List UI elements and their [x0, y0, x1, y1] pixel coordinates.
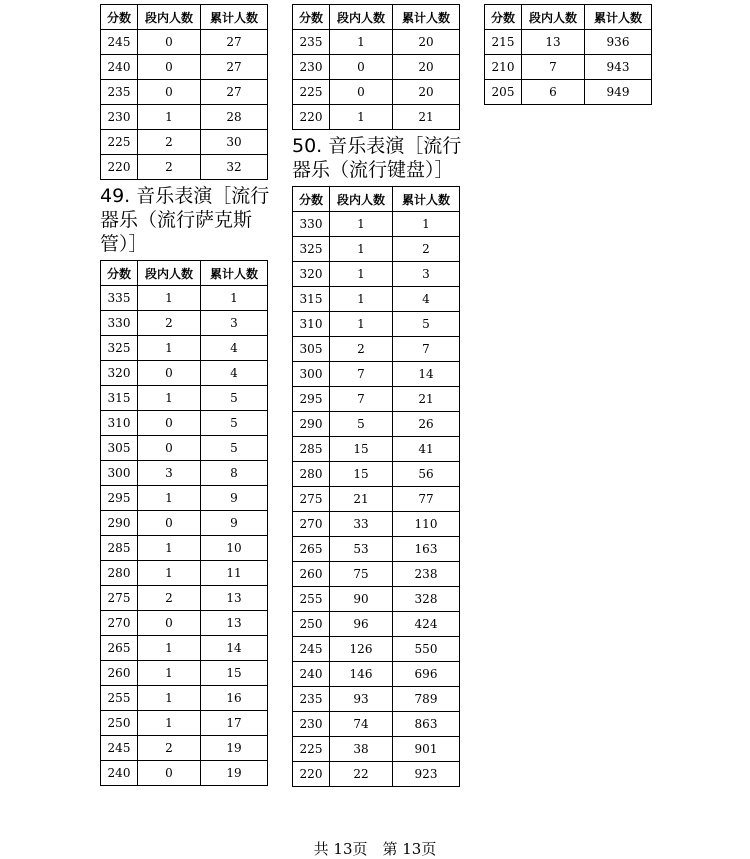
segment-count-cell: 13: [522, 30, 585, 55]
table-header-row: [485, 5, 652, 30]
cumulative-count-cell: 5: [201, 411, 268, 436]
score-cell: 270: [293, 512, 330, 537]
segment-count-cell: 1: [330, 105, 393, 130]
cumulative-count-cell: 110: [393, 512, 460, 537]
table-row: [101, 661, 268, 686]
score-table: [484, 4, 652, 105]
column-header: 累计人数: [201, 261, 268, 286]
score-cell: 225: [101, 130, 138, 155]
cumulative-count-cell: 943: [585, 55, 652, 80]
score-table: [292, 186, 460, 787]
table-row: [293, 462, 460, 487]
cumulative-count-cell: 16: [201, 686, 268, 711]
segment-count-cell: 0: [138, 361, 201, 386]
segment-count-cell: 0: [138, 611, 201, 636]
segment-count-cell: 2: [330, 337, 393, 362]
segment-count-cell: 1: [330, 312, 393, 337]
table-row: [293, 387, 460, 412]
table-row: [101, 536, 268, 561]
score-cell: 325: [101, 336, 138, 361]
table-header-row: [101, 5, 268, 30]
table-row: [101, 586, 268, 611]
segment-count-cell: 0: [138, 411, 201, 436]
score-cell: 210: [485, 55, 522, 80]
table-row: [293, 212, 460, 237]
cumulative-count-cell: 4: [393, 287, 460, 312]
table-row: [101, 311, 268, 336]
segment-count-cell: 1: [138, 661, 201, 686]
score-cell: 240: [293, 662, 330, 687]
score-cell: 235: [101, 80, 138, 105]
table-row: [101, 736, 268, 761]
score-cell: 320: [101, 361, 138, 386]
table-row: [101, 511, 268, 536]
table-row: [293, 737, 460, 762]
segment-count-cell: 53: [330, 537, 393, 562]
cumulative-count-cell: 14: [393, 362, 460, 387]
score-cell: 285: [293, 437, 330, 462]
segment-count-cell: 1: [138, 286, 201, 311]
cumulative-count-cell: 28: [201, 105, 268, 130]
score-table: [292, 4, 460, 130]
table-row: [101, 336, 268, 361]
cumulative-count-cell: 20: [393, 80, 460, 105]
score-cell: 280: [101, 561, 138, 586]
table-row: [485, 55, 652, 80]
segment-count-cell: 1: [138, 561, 201, 586]
segment-count-cell: 1: [138, 336, 201, 361]
column-header: 段内人数: [138, 261, 201, 286]
score-cell: 245: [293, 637, 330, 662]
cumulative-count-cell: 949: [585, 80, 652, 105]
cumulative-count-cell: 41: [393, 437, 460, 462]
table-row: [101, 30, 268, 55]
table-row: [293, 537, 460, 562]
table-row: [101, 461, 268, 486]
score-cell: 245: [101, 30, 138, 55]
cumulative-count-cell: 3: [393, 262, 460, 287]
table-row: [293, 30, 460, 55]
segment-count-cell: 96: [330, 612, 393, 637]
table-row: [293, 612, 460, 637]
segment-count-cell: 90: [330, 587, 393, 612]
table-row: [101, 486, 268, 511]
score-cell: 325: [293, 237, 330, 262]
cumulative-count-cell: 56: [393, 462, 460, 487]
column-header: 累计人数: [201, 5, 268, 30]
table-row: [293, 487, 460, 512]
segment-count-cell: 1: [330, 287, 393, 312]
score-cell: 285: [101, 536, 138, 561]
segment-count-cell: 75: [330, 562, 393, 587]
segment-count-cell: 33: [330, 512, 393, 537]
segment-count-cell: 0: [138, 436, 201, 461]
score-cell: 265: [293, 537, 330, 562]
cumulative-count-cell: 27: [201, 55, 268, 80]
table-row: [293, 237, 460, 262]
segment-count-cell: 1: [138, 105, 201, 130]
cumulative-count-cell: 238: [393, 562, 460, 587]
column-header: 分数: [485, 5, 522, 30]
segment-count-cell: 38: [330, 737, 393, 762]
table-row: [101, 611, 268, 636]
table-row: [101, 80, 268, 105]
table-row: [485, 80, 652, 105]
score-cell: 225: [293, 80, 330, 105]
column-header: 段内人数: [330, 187, 393, 212]
cumulative-count-cell: 4: [201, 361, 268, 386]
score-cell: 230: [293, 712, 330, 737]
cumulative-count-cell: 163: [393, 537, 460, 562]
segment-count-cell: 5: [330, 412, 393, 437]
score-cell: 220: [293, 105, 330, 130]
table-row: [101, 411, 268, 436]
table-row: [293, 287, 460, 312]
segment-count-cell: 1: [138, 636, 201, 661]
segment-count-cell: 0: [138, 30, 201, 55]
segment-count-cell: 2: [138, 130, 201, 155]
score-cell: 320: [293, 262, 330, 287]
score-cell: 270: [101, 611, 138, 636]
score-cell: 300: [293, 362, 330, 387]
segment-count-cell: 21: [330, 487, 393, 512]
segment-count-cell: 22: [330, 762, 393, 787]
score-cell: 230: [101, 105, 138, 130]
segment-count-cell: 7: [330, 362, 393, 387]
column-header: 段内人数: [522, 5, 585, 30]
segment-count-cell: 1: [138, 486, 201, 511]
table-row: [293, 437, 460, 462]
column-header: 分数: [101, 261, 138, 286]
table-header-row: [101, 261, 268, 286]
score-table: [100, 4, 268, 180]
cumulative-count-cell: 923: [393, 762, 460, 787]
score-cell: 215: [485, 30, 522, 55]
score-cell: 240: [101, 761, 138, 786]
score-cell: 290: [101, 511, 138, 536]
section-title: 50. 音乐表演［流行器乐（流行键盘）］: [292, 135, 462, 181]
segment-count-cell: 0: [138, 761, 201, 786]
cumulative-count-cell: 13: [201, 586, 268, 611]
segment-count-cell: 7: [522, 55, 585, 80]
cumulative-count-cell: 21: [393, 387, 460, 412]
score-cell: 300: [101, 461, 138, 486]
segment-count-cell: 0: [330, 80, 393, 105]
cumulative-count-cell: 19: [201, 761, 268, 786]
column-1: [100, 4, 268, 786]
cumulative-count-cell: 424: [393, 612, 460, 637]
segment-count-cell: 0: [138, 55, 201, 80]
table-row: [293, 105, 460, 130]
cumulative-count-cell: 13: [201, 611, 268, 636]
column-2: [292, 4, 460, 787]
segment-count-cell: 126: [330, 637, 393, 662]
score-cell: 235: [293, 687, 330, 712]
score-cell: 260: [101, 661, 138, 686]
table-row: [101, 436, 268, 461]
score-cell: 310: [293, 312, 330, 337]
column-header: 分数: [293, 5, 330, 30]
cumulative-count-cell: 77: [393, 487, 460, 512]
score-cell: 250: [101, 711, 138, 736]
cumulative-count-cell: 8: [201, 461, 268, 486]
table-row: [101, 130, 268, 155]
segment-count-cell: 15: [330, 437, 393, 462]
column-header: 累计人数: [393, 187, 460, 212]
table-row: [293, 712, 460, 737]
table-row: [485, 30, 652, 55]
cumulative-count-cell: 19: [201, 736, 268, 761]
cumulative-count-cell: 328: [393, 587, 460, 612]
table-row: [101, 155, 268, 180]
segment-count-cell: 1: [138, 386, 201, 411]
score-cell: 275: [101, 586, 138, 611]
segment-count-cell: 93: [330, 687, 393, 712]
cumulative-count-cell: 4: [201, 336, 268, 361]
table-row: [101, 686, 268, 711]
segment-count-cell: 1: [138, 536, 201, 561]
table-row: [101, 386, 268, 411]
table-row: [101, 761, 268, 786]
table-row: [101, 361, 268, 386]
score-cell: 220: [101, 155, 138, 180]
segment-count-cell: 0: [138, 80, 201, 105]
cumulative-count-cell: 32: [201, 155, 268, 180]
score-cell: 290: [293, 412, 330, 437]
cumulative-count-cell: 5: [393, 312, 460, 337]
table-row: [293, 262, 460, 287]
score-table: [100, 260, 268, 786]
table-header-row: [293, 187, 460, 212]
table-row: [293, 687, 460, 712]
segment-count-cell: 1: [138, 711, 201, 736]
table-row: [101, 55, 268, 80]
segment-count-cell: 0: [138, 511, 201, 536]
segment-count-cell: 15: [330, 462, 393, 487]
table-row: [293, 362, 460, 387]
column-header: 段内人数: [330, 5, 393, 30]
score-cell: 305: [101, 436, 138, 461]
cumulative-count-cell: 3: [201, 311, 268, 336]
cumulative-count-cell: 27: [201, 30, 268, 55]
cumulative-count-cell: 1: [201, 286, 268, 311]
score-cell: 310: [101, 411, 138, 436]
cumulative-count-cell: 901: [393, 737, 460, 762]
column-header: 累计人数: [585, 5, 652, 30]
table-row: [293, 55, 460, 80]
segment-count-cell: 74: [330, 712, 393, 737]
cumulative-count-cell: 15: [201, 661, 268, 686]
table-row: [293, 562, 460, 587]
score-cell: 235: [293, 30, 330, 55]
table-row: [101, 711, 268, 736]
cumulative-count-cell: 696: [393, 662, 460, 687]
cumulative-count-cell: 27: [201, 80, 268, 105]
cumulative-count-cell: 21: [393, 105, 460, 130]
segment-count-cell: 2: [138, 586, 201, 611]
table-row: [293, 587, 460, 612]
segment-count-cell: 0: [330, 55, 393, 80]
score-cell: 275: [293, 487, 330, 512]
segment-count-cell: 2: [138, 155, 201, 180]
score-cell: 265: [101, 636, 138, 661]
score-cell: 240: [101, 55, 138, 80]
table-row: [101, 561, 268, 586]
segment-count-cell: 1: [330, 212, 393, 237]
cumulative-count-cell: 863: [393, 712, 460, 737]
score-cell: 295: [293, 387, 330, 412]
table-row: [293, 412, 460, 437]
column-header: 分数: [101, 5, 138, 30]
cumulative-count-cell: 20: [393, 55, 460, 80]
table-row: [293, 512, 460, 537]
score-cell: 330: [101, 311, 138, 336]
cumulative-count-cell: 1: [393, 212, 460, 237]
table-row: [293, 662, 460, 687]
table-row: [101, 105, 268, 130]
score-cell: 335: [101, 286, 138, 311]
cumulative-count-cell: 936: [585, 30, 652, 55]
table-row: [101, 636, 268, 661]
score-cell: 245: [101, 736, 138, 761]
cumulative-count-cell: 550: [393, 637, 460, 662]
table-row: [293, 637, 460, 662]
cumulative-count-cell: 9: [201, 511, 268, 536]
cumulative-count-cell: 5: [201, 436, 268, 461]
cumulative-count-cell: 2: [393, 237, 460, 262]
table-row: [293, 337, 460, 362]
cumulative-count-cell: 30: [201, 130, 268, 155]
score-cell: 280: [293, 462, 330, 487]
segment-count-cell: 6: [522, 80, 585, 105]
score-cell: 305: [293, 337, 330, 362]
segment-count-cell: 2: [138, 311, 201, 336]
cumulative-count-cell: 17: [201, 711, 268, 736]
score-cell: 330: [293, 212, 330, 237]
column-header: 段内人数: [138, 5, 201, 30]
score-cell: 255: [101, 686, 138, 711]
segment-count-cell: 1: [330, 237, 393, 262]
cumulative-count-cell: 789: [393, 687, 460, 712]
segment-count-cell: 1: [330, 262, 393, 287]
cumulative-count-cell: 11: [201, 561, 268, 586]
section-title: 49. 音乐表演［流行器乐（流行萨克斯管）］: [100, 185, 270, 255]
score-cell: 205: [485, 80, 522, 105]
table-header-row: [293, 5, 460, 30]
score-cell: 255: [293, 587, 330, 612]
column-header: 累计人数: [393, 5, 460, 30]
table-row: [293, 762, 460, 787]
table-row: [101, 286, 268, 311]
cumulative-count-cell: 10: [201, 536, 268, 561]
cumulative-count-cell: 14: [201, 636, 268, 661]
score-cell: 230: [293, 55, 330, 80]
cumulative-count-cell: 20: [393, 30, 460, 55]
cumulative-count-cell: 7: [393, 337, 460, 362]
cumulative-count-cell: 5: [201, 386, 268, 411]
segment-count-cell: 146: [330, 662, 393, 687]
score-cell: 315: [293, 287, 330, 312]
column-3: [484, 4, 652, 105]
column-header: 分数: [293, 187, 330, 212]
cumulative-count-cell: 26: [393, 412, 460, 437]
table-row: [293, 312, 460, 337]
cumulative-count-cell: 9: [201, 486, 268, 511]
score-cell: 315: [101, 386, 138, 411]
segment-count-cell: 3: [138, 461, 201, 486]
score-cell: 225: [293, 737, 330, 762]
segment-count-cell: 1: [138, 686, 201, 711]
score-cell: 220: [293, 762, 330, 787]
page-footer: 共 13页 第 13页: [313, 840, 437, 858]
score-cell: 260: [293, 562, 330, 587]
segment-count-cell: 7: [330, 387, 393, 412]
segment-count-cell: 2: [138, 736, 201, 761]
table-row: [293, 80, 460, 105]
score-cell: 250: [293, 612, 330, 637]
segment-count-cell: 1: [330, 30, 393, 55]
score-cell: 295: [101, 486, 138, 511]
